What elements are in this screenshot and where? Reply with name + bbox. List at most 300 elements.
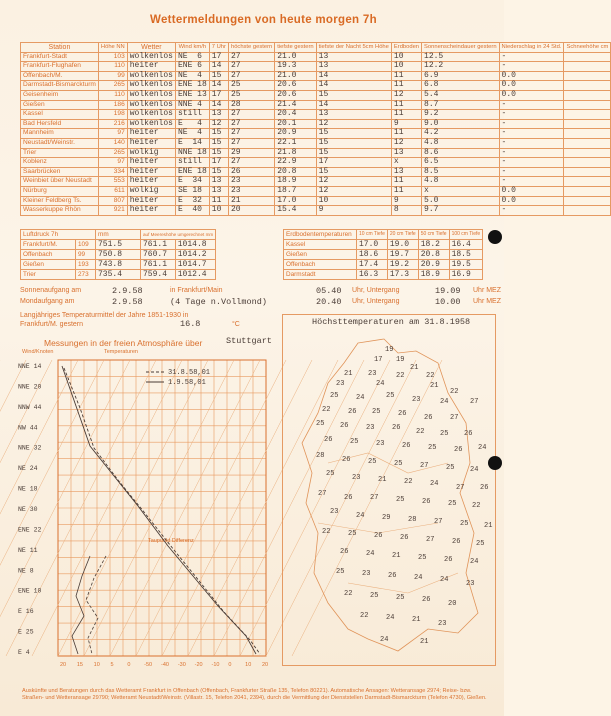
map-temp-value: 19 [396, 356, 405, 364]
table-row [21, 129, 611, 139]
cell-t7: 10 [209, 206, 228, 216]
cell-nn: 265 [98, 81, 127, 91]
map-temp-value: 26 [342, 456, 351, 464]
cell-station: Frankfurt/M. [21, 240, 76, 250]
map-temp-value: 21 [344, 370, 353, 378]
cell-sun: 9.7 [422, 206, 500, 216]
soil-header [284, 230, 483, 240]
cell-ground: 11 [391, 129, 421, 139]
table-row [21, 260, 216, 270]
pressure-header [21, 230, 216, 240]
map-temp-value: 26 [324, 436, 333, 444]
moon-unit: Uhr MEZ [473, 298, 501, 305]
map-temp-value: 27 [420, 462, 429, 470]
cell-nn: 97 [98, 129, 127, 139]
sunrise-label: Sonnenaufgang am [20, 287, 82, 294]
bottom-tick: -40 [161, 662, 169, 668]
cell-rain: 0.0 [499, 186, 564, 196]
cell-t7: 14 [209, 100, 228, 110]
cell-sun: 12.2 [422, 62, 500, 72]
sunrise-time: 05.40 [316, 286, 342, 296]
map-temp-value: 23 [330, 508, 339, 516]
cell-value: 20.8 [418, 250, 449, 260]
cell-rain: - [499, 148, 564, 158]
bottom-tick: -30 [177, 662, 186, 668]
cell-max: 26 [228, 167, 274, 177]
table-row [284, 270, 483, 280]
cell-value: 18.2 [418, 240, 449, 250]
cell-ground: 13 [391, 148, 421, 158]
table-row [21, 196, 611, 206]
map-temp-value: 24 [470, 558, 479, 566]
soil-col: 100 cm Tiefe [449, 230, 483, 240]
cell-wind: NNE 4 [175, 100, 209, 110]
cell-weather: wolkenlos [127, 110, 175, 120]
pressure-table [20, 229, 216, 280]
col-min: tiefste gestern [275, 43, 316, 53]
cell-red: 761.1 [141, 260, 176, 270]
table-row [284, 240, 483, 250]
map-temp-value: 25 [350, 438, 359, 446]
cell-nn: 216 [98, 119, 127, 129]
map-temp-value: 23 [362, 570, 371, 578]
cell-mb: 1014.2 [175, 250, 215, 260]
cell-mm: 743.8 [96, 260, 141, 270]
moon-phase: (4 Tage n.Vollmond) [170, 297, 267, 307]
cell-night: 12 [316, 119, 391, 129]
cell-nn: 611 [98, 186, 127, 196]
cell-ground: x [391, 158, 421, 168]
cell-nn: 807 [98, 196, 127, 206]
cell-value: 19.0 [387, 240, 418, 250]
cell-max: 27 [228, 158, 274, 168]
cell-min: 20.1 [275, 119, 316, 129]
cell-snow [564, 148, 611, 158]
cell-night: 15 [316, 167, 391, 177]
cell-snow [564, 52, 611, 62]
map-temp-value: 25 [372, 408, 381, 416]
cell-station: Mannheim [21, 129, 99, 139]
bottom-tick: 20 [60, 662, 67, 668]
cell-station: Neustadt/Weinstr. [21, 138, 99, 148]
bottom-tick: 15 [76, 662, 83, 668]
map-temp-value: 22 [322, 528, 331, 536]
map-temp-value: 24 [366, 550, 375, 558]
map-temp-value: 26 [398, 410, 407, 418]
cell-rain: - [499, 62, 564, 72]
map-temp-value: 23 [368, 370, 377, 378]
cell-snow [564, 81, 611, 91]
map-temp-value: 24 [356, 394, 365, 402]
cell-rain: - [499, 52, 564, 62]
cell-weather: heiter [127, 196, 175, 206]
map-temp-value: 26 [464, 430, 473, 438]
cell-wind: SE 18 [175, 186, 209, 196]
map-temp-value: 29 [382, 514, 391, 522]
cell-wind: ENE 6 [175, 62, 209, 72]
map-temp-value: 21 [420, 638, 429, 646]
cell-max: 28 [228, 100, 274, 110]
bottom-tick: -10 [211, 662, 220, 668]
cell-nn: 110 [98, 90, 127, 100]
map-temp-value: 24 [414, 574, 423, 582]
map-temp-value: 21 [484, 522, 493, 530]
map-temp-value: 25 [418, 554, 427, 562]
cell-weather: heiter [127, 62, 175, 72]
cell-station: Darmstadt-Bismarckturm [21, 81, 99, 91]
cell-t7: 17 [209, 90, 228, 100]
cell-t7: 13 [209, 110, 228, 120]
map-temp-value: 26 [392, 424, 401, 432]
cell-t7: 12 [209, 119, 228, 129]
map-temp-value: 23 [336, 380, 345, 388]
cell-station: Offenbach [284, 260, 357, 270]
cell-wind: ENE 18 [175, 167, 209, 177]
map-temp-value: 27 [450, 414, 459, 422]
cell-value: 19.5 [449, 260, 483, 270]
cell-snow [564, 167, 611, 177]
cell-sun: 4.2 [422, 129, 500, 139]
map-temp-value: 24 [356, 512, 365, 520]
cell-wind: E 40 [175, 206, 209, 216]
cell-nn: 97 [98, 158, 127, 168]
bottom-tick: 0 [228, 662, 232, 668]
cell-weather: heiter [127, 129, 175, 139]
cell-value: 17.3 [387, 270, 418, 280]
cell-station: Frankfurt-Flughafen [21, 62, 99, 72]
cell-t7: 15 [209, 138, 228, 148]
table-row [21, 81, 611, 91]
cell-wind: ENE 13 [175, 90, 209, 100]
cell-ground: 12 [391, 138, 421, 148]
cell-station: Offenbach [21, 250, 76, 260]
pressure-label: Luftdruck 7h [21, 230, 96, 240]
map-temp-value: 22 [450, 388, 459, 396]
cell-max: 25 [228, 81, 274, 91]
cell-weather: wolkig [127, 186, 175, 196]
table-row [21, 119, 611, 129]
map-temp-value: 27 [426, 536, 435, 544]
cell-mb: 1014.8 [175, 240, 215, 250]
sunset-label: Uhr, Untergang [352, 287, 400, 294]
wind-level-label: NE 30 [18, 506, 38, 513]
table-row [21, 52, 611, 62]
sunrise-place: in Frankfurt/Main [170, 287, 223, 294]
cell-min: 22.1 [275, 138, 316, 148]
map-temp-value: 25 [330, 392, 339, 400]
map-temp-value: 25 [386, 392, 395, 400]
cell-max: 23 [228, 186, 274, 196]
cell-wind: still [175, 158, 209, 168]
cell-value: 19.2 [387, 260, 418, 270]
map-temp-value: 26 [340, 548, 349, 556]
cell-max: 25 [228, 90, 274, 100]
cell-t7: 13 [209, 186, 228, 196]
cell-max: 23 [228, 177, 274, 187]
taupunkt-label: Taupunkt Differenz [148, 538, 194, 544]
cell-ground: 11 [391, 186, 421, 196]
wind-level-label: NE 18 [18, 485, 38, 493]
map-temp-value: 22 [416, 428, 425, 436]
cell-max: 27 [228, 62, 274, 72]
bottom-tick: 5 [110, 662, 114, 668]
cell-station: Frankfurt-Stadt [21, 52, 99, 62]
legend-label: 31.8.58,01 [168, 369, 211, 377]
map-temp-value: 25 [396, 496, 405, 504]
cell-night: 10 [316, 196, 391, 206]
map-temp-value: 26 [402, 442, 411, 450]
map-temp-value: 25 [476, 540, 485, 548]
map-temp-value: 25 [396, 594, 405, 602]
cell-station: Bad Hersfeld [21, 119, 99, 129]
col-sun: Sonnenscheindauer gestern [422, 43, 500, 53]
cell-wind: E 14 [175, 138, 209, 148]
map-temp-value: 23 [376, 440, 385, 448]
map-temp-value: 26 [454, 446, 463, 454]
cell-rain: 0.0 [499, 81, 564, 91]
cell-night: 15 [316, 148, 391, 158]
wind-level-label: NW 44 [18, 424, 38, 432]
cell-station: Geisenheim [21, 90, 99, 100]
cell-wind: NNE 18 [175, 148, 209, 158]
cell-min: 20.6 [275, 90, 316, 100]
cell-snow [564, 71, 611, 81]
table-row [21, 167, 611, 177]
soil-col: 50 cm Tiefe [418, 230, 449, 240]
cell-t7: 15 [209, 148, 228, 158]
table-row [21, 240, 216, 250]
cell-wind: NE 4 [175, 129, 209, 139]
cell-station: Trier [21, 148, 99, 158]
map-temp-value: 25 [440, 430, 449, 438]
map-temp-value: 24 [440, 398, 449, 406]
cell-ground: 10 [391, 62, 421, 72]
table-row [284, 250, 483, 260]
map-temp-value: 27 [370, 494, 379, 502]
cell-weather: wolkenlos [127, 52, 175, 62]
map-temp-value: 24 [430, 480, 439, 488]
table-row [21, 62, 611, 72]
table-row [21, 100, 611, 110]
cell-ground: 11 [391, 177, 421, 187]
bottom-tick: -50 [144, 662, 153, 668]
wind-level-label: NNE 20 [18, 383, 42, 391]
table-row [21, 177, 611, 187]
map-temp-value: 24 [470, 466, 479, 474]
map-temp-value: 23 [438, 620, 447, 628]
cell-min: 22.9 [275, 158, 316, 168]
cell-night: 14 [316, 81, 391, 91]
map-temp-value: 21 [410, 364, 419, 372]
map-temp-value: 22 [396, 372, 405, 380]
pressure-col-mm: mm [96, 230, 141, 240]
cell-rain: - [499, 110, 564, 120]
wind-level-label: ENE 10 [18, 587, 42, 595]
table-row [21, 110, 611, 120]
cell-nn: 109 [76, 240, 96, 250]
sunrise-date: 2.9.58 [112, 286, 143, 296]
cell-snow [564, 129, 611, 139]
aerology-wind-label: Wind/Knoten [22, 349, 54, 355]
cell-nn: 193 [76, 260, 96, 270]
cell-min: 20.9 [275, 129, 316, 139]
cell-nn: 265 [98, 148, 127, 158]
cell-min: 18.9 [275, 177, 316, 187]
table-row [21, 71, 611, 81]
map-temp-value: 17 [374, 356, 383, 364]
cell-rain: - [499, 177, 564, 187]
table-row [21, 270, 216, 280]
cell-night: 15 [316, 138, 391, 148]
cell-value: 17.4 [357, 260, 388, 270]
col-max: höchste gestern [228, 43, 274, 53]
map-temp-value: 25 [316, 420, 325, 428]
map-temp-value: 25 [394, 460, 403, 468]
cell-sun: 6.9 [422, 71, 500, 81]
map-temp-value: 22 [472, 502, 481, 510]
map-temp-value: 26 [452, 538, 461, 546]
cell-min: 17.0 [275, 196, 316, 206]
cell-weather: heiter [127, 177, 175, 187]
map-temp-value: 26 [422, 596, 431, 604]
moonrise-date: 2.9.58 [112, 297, 143, 307]
map-temp-value: 26 [388, 572, 397, 580]
cell-nn: 99 [98, 71, 127, 81]
cell-t7: 15 [209, 71, 228, 81]
bottom-tick: 10 [245, 662, 252, 668]
cell-t7: 17 [209, 52, 228, 62]
wind-level-label: NE 24 [18, 465, 38, 473]
sunset-time: 19.09 [435, 286, 461, 296]
cell-value: 20.9 [418, 260, 449, 270]
cell-sun: 6.8 [422, 81, 500, 91]
wind-level-label: E 25 [18, 628, 34, 636]
cell-value: 18.9 [418, 270, 449, 280]
cell-weather: wolkenlos [127, 71, 175, 81]
cell-night: 14 [316, 100, 391, 110]
soil-label: Erdbodentemperaturen [284, 230, 357, 240]
cell-rain: - [499, 100, 564, 110]
cell-value: 18.6 [357, 250, 388, 260]
cell-min: 15.4 [275, 206, 316, 216]
wind-level-label: E 16 [18, 608, 34, 616]
cell-nn: 110 [98, 62, 127, 72]
table-row [21, 206, 611, 216]
cell-ground: 11 [391, 110, 421, 120]
legend-label: 1.9.58,01 [168, 379, 206, 387]
aerology-title: Messungen in der freien Atmosphäre über [44, 338, 203, 348]
cell-station: Darmstadt [284, 270, 357, 280]
cell-t7: 11 [209, 196, 228, 206]
cell-max: 27 [228, 119, 274, 129]
cell-sun: 8.5 [422, 167, 500, 177]
map-temp-value: 24 [478, 444, 487, 452]
wind-level-label: NNW 44 [18, 403, 42, 411]
cell-sun: 4.8 [422, 177, 500, 187]
cell-rain: - [499, 206, 564, 216]
map-temp-value: 23 [412, 396, 421, 404]
col-snow: Schneehöhe cm [564, 43, 611, 53]
cell-station: Saarbrücken [21, 167, 99, 177]
cell-wind: NE 6 [175, 52, 209, 62]
map-temp-value: 22 [404, 478, 413, 486]
bottom-tick: -20 [194, 662, 203, 668]
cell-min: 19.3 [275, 62, 316, 72]
cell-station: Weinbiet über Neustadt [21, 177, 99, 187]
map-temp-value: 25 [370, 592, 379, 600]
map-temp-value: 26 [400, 534, 409, 542]
col-height: Höhe NN [98, 43, 127, 53]
cell-rain: - [499, 129, 564, 139]
moonset-label: Uhr, Untergang [352, 298, 400, 305]
cell-night: 13 [316, 62, 391, 72]
cell-weather: heiter [127, 138, 175, 148]
longterm-value: 16.8 [180, 319, 201, 329]
cell-max: 27 [228, 129, 274, 139]
map-temp-value: 26 [348, 408, 357, 416]
cell-weather: wolkenlos [127, 100, 175, 110]
cell-station: Gießen [21, 260, 76, 270]
table-row [284, 260, 483, 270]
map-temp-value: 27 [470, 398, 479, 406]
bottom-tick: 10 [93, 662, 100, 668]
cell-station: Koblenz [21, 158, 99, 168]
cell-rain: 0.0 [499, 90, 564, 100]
page-title: Wettermeldungen von heute morgen 7h [150, 14, 377, 26]
longterm-label: Langjähriges Temperaturmittel der Jahre 1851-1930 in [20, 312, 189, 319]
wind-level-label: NNE 14 [18, 363, 42, 370]
map-temp-value: 26 [480, 484, 489, 492]
cell-nn: 921 [98, 206, 127, 216]
cell-min: 21.0 [275, 71, 316, 81]
cell-night: 15 [316, 129, 391, 139]
cell-nn: 273 [76, 270, 96, 280]
map-temp-value: 25 [326, 470, 335, 478]
moonset-time: 10.00 [435, 297, 461, 307]
cell-value: 19.7 [387, 250, 418, 260]
cell-snow [564, 158, 611, 168]
cell-t7: 15 [209, 129, 228, 139]
map-temp-value: 25 [348, 530, 357, 538]
cell-night: 12 [316, 186, 391, 196]
cell-snow [564, 119, 611, 129]
cell-max: 20 [228, 206, 274, 216]
map-temp-value: 21 [392, 552, 401, 560]
longterm-unit: °C [232, 321, 240, 328]
cell-min: 20.8 [275, 167, 316, 177]
map-temp-value: 26 [340, 422, 349, 430]
cell-night: 14 [316, 71, 391, 81]
cell-weather: heiter [127, 167, 175, 177]
cell-ground: 9 [391, 196, 421, 206]
map-temp-value: 25 [446, 464, 455, 472]
cell-station: Kleiner Feldberg Ts. [21, 196, 99, 206]
cell-max: 27 [228, 110, 274, 120]
map-temp-value: 23 [366, 424, 375, 432]
cell-rain: - [499, 167, 564, 177]
map-temp-value: 25 [428, 444, 437, 452]
cell-night: 17 [316, 158, 391, 168]
map-temp-value: 21 [412, 616, 421, 624]
cell-snow [564, 62, 611, 72]
soil-col: 20 cm Tiefe [387, 230, 418, 240]
map-temp-value: 28 [408, 516, 417, 524]
table-row [21, 250, 216, 260]
wind-level-label: NE 11 [18, 546, 38, 554]
wind-level-label: E 4 [18, 649, 30, 656]
map-temp-value: 22 [344, 590, 353, 598]
cell-station: Nürburg [21, 186, 99, 196]
